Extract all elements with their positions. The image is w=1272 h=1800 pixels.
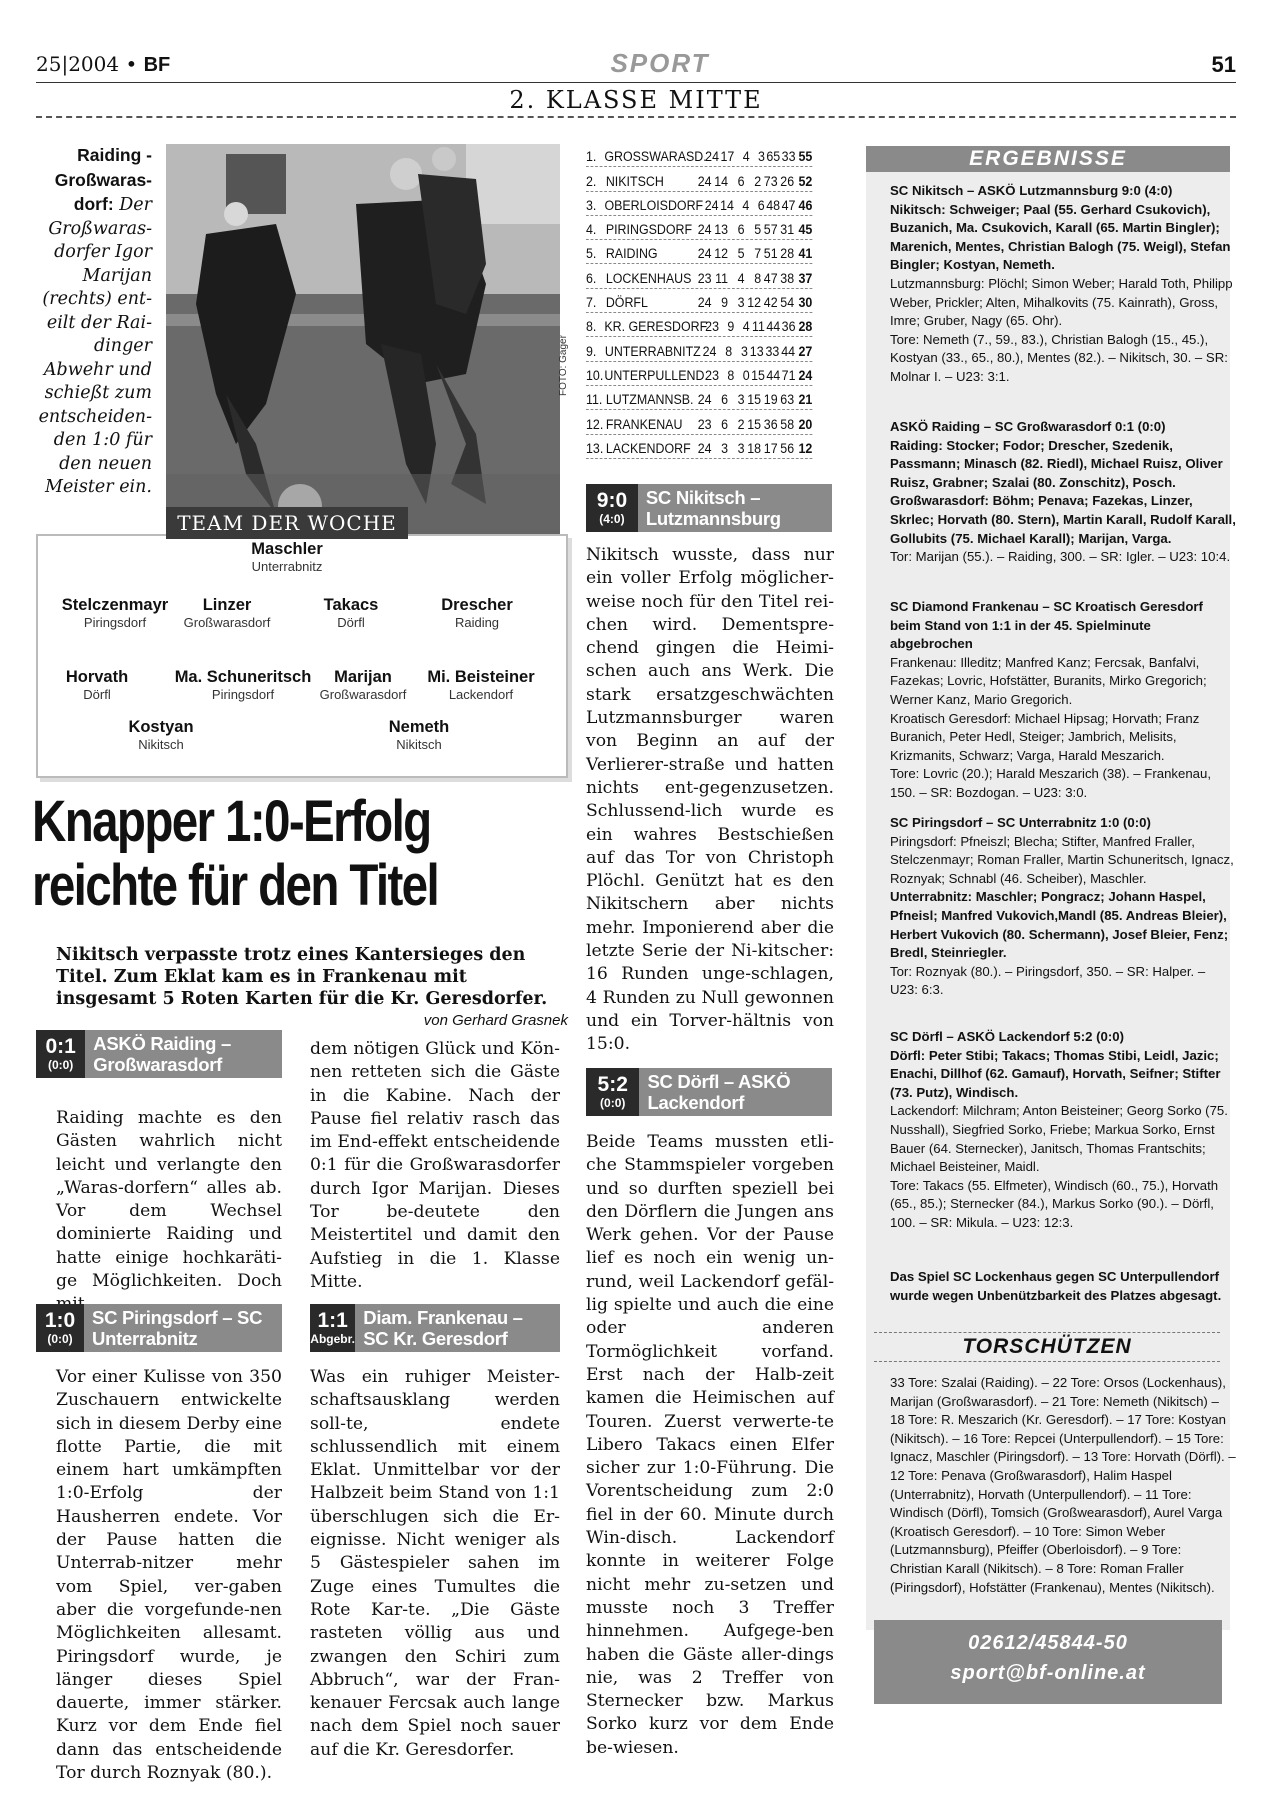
table-cell: 3	[737, 392, 745, 408]
table-team: UNTERRABNITZ	[604, 343, 701, 359]
table-cell: 14	[720, 197, 734, 213]
table-points: 30	[798, 295, 813, 311]
table-cell: 24	[697, 392, 712, 408]
result-title: ASKÖ Raiding – SC Großwarasdorf 0:1 (0:0)	[890, 419, 1166, 434]
result-lineup: Nikitsch: Schweiger; Paal (55. Gerhard Csukovich), Buzanich, Ma. Csukovich, Karall (65. Martin Bingler); Marenich, Mentes, Christian Balogh (75. Weigl), Stefan Bingler; Kostyan, Nemeth.	[890, 201, 1231, 273]
table-cell: 23	[705, 319, 720, 335]
table-row	[586, 362, 812, 386]
match-title: Diam. Frankenau – SC Kr. Geresdorf	[363, 1307, 523, 1349]
brand: BF	[143, 54, 171, 76]
article-text: Raiding machte es den Gästen wahrlich nicht leicht und verlangte den „Waras-dorfern“ alles ab. Vor dem Wechsel dominierte Raiding und hatte einige hochkaräti-ge Möglichkeiten. Doch	[56, 1108, 282, 1292]
table-points: 12	[798, 440, 813, 456]
table-points: 21	[798, 392, 813, 408]
table-cell: 51	[763, 246, 778, 262]
table-cell: 31	[780, 222, 795, 238]
table-cell: 2.	[586, 173, 597, 189]
header-rule	[36, 82, 1236, 83]
team-of-the-week-title: TEAM DER WOCHE	[166, 507, 408, 539]
result-block	[890, 182, 1236, 387]
match-banner	[586, 1068, 832, 1116]
table-team: NIKITSCH	[605, 173, 664, 189]
table-row	[586, 167, 812, 191]
table-cell: 12.	[586, 416, 604, 432]
article-text: Was ein ruhiger Meister-schaftsausklang werden soll-te, endete schlussendlich mit einem Eklat. Unmittelbar vor der Halbzeit beim Stand von 1:1 überschlugen sich die Er-eignisse. Nicht weniger als 5 Gästespieler sahen im Zuge eines Tumultes die Rote Kar-te. „Die Gäste rasteten völlig aus und zwangen den Schiri zum Abbruch“, war der Fran-kenauer Fercsak auch lange nach dem Spiel noch sauer auf die Kr. Geresdorfer.	[310, 1367, 560, 1760]
player-club: Großwarasdorf	[183, 615, 271, 630]
table-row	[586, 264, 812, 288]
table-cell: 9	[727, 319, 735, 335]
article-text: dem nötigen Glück und Kön-nen retteten sich die Gäste in die Kabine. Nach der Pause fiel relativ rasch das im End-effekt entscheidende 0:1 für die Großwarasdorfer durch Igor Marijan. Dieses Tor be-deutete den Meistertitel und damit den Aufstieg in die 1. Klasse Mitte.	[310, 1039, 560, 1292]
table-row	[586, 386, 812, 410]
result-title: SC Piringsdorf – SC Unterrabnitz 1:0 (0:0)	[890, 815, 1151, 830]
table-points: 52	[798, 173, 813, 189]
league-table	[586, 143, 832, 459]
player-card	[406, 668, 556, 702]
result-block	[890, 814, 1236, 1000]
match-banner	[310, 1304, 560, 1352]
headline	[32, 790, 475, 918]
table-points: 37	[798, 270, 813, 286]
photo-caption	[36, 144, 152, 500]
table-row	[586, 240, 812, 264]
table-team: FRANKENAU	[605, 416, 683, 432]
article-text: Beide Teams mussten etli-che Stammspieler vorgeben und so durften speziell bei den Dörflern die Jungen ans Werk gehen. Vor der Pause lief es noch ein wenig un-rund, weil Lackendorf gefäl-lig spielte und auch die eine oder anderen Tormöglichkeit vorfand. Erst nach der Halb-zeit kamen die Heimischen auf Touren. Zuerst verwerte-te Libero Takacs einen Elfer sicher zur 1:0-Führung. Die Vorentscheidung zum 2:0 fiel in der 60. Minute durch Win-disch. Lackendorf konnte in weiterer Folge nicht mehr zu-setzen und musste noch 3 Treffer hinnehmen. Aufgege-ben haben die Gäste aller-dings nie, was 2 Treffer von Sternecker bzw. Markus Sorko kurz vor dem Ende be-wiesen.	[586, 1132, 834, 1758]
table-team: OBERLOISDORF	[604, 197, 704, 213]
result-lineup: Kroatisch Geresdorf: Michael Hipsag; Horvath; Franz Buranich, Peter Hedl, Steiger; Jambrich, Melisits, Krizmanits, Schwarz; Varga, Harald Meszarich.	[890, 710, 1200, 763]
table-cell: 44	[766, 367, 781, 383]
result-lineup: Piringsdorf: Pfneiszl; Blecha; Stifter, Manfred Fraller, Stelczenmayr; Roman Fraller, Martin Schuneritsch, Ignacz, Roznyak; Schnabl (46. Scheiber), Maschler.	[890, 833, 1234, 886]
match-banner	[36, 1030, 282, 1078]
table-cell: 24	[697, 440, 712, 456]
table-cell: 9	[721, 295, 729, 311]
table-cell: 8	[725, 343, 733, 359]
author-byline: von Gerhard Grasnek	[423, 1012, 568, 1029]
table-cell: 26	[780, 173, 795, 189]
halftime-score: (0:0)	[47, 1058, 74, 1072]
player-club: Dörfl	[337, 615, 365, 630]
halftime-score: (0:0)	[600, 1096, 626, 1110]
scorers-title: TORSCHÜTZEN	[874, 1332, 1220, 1362]
table-cell: 58	[780, 416, 795, 432]
player-card	[402, 596, 552, 630]
player-club: Nikitsch	[396, 737, 442, 752]
scorers-list: 33 Tore: Szalai (Raiding). – 22 Tore: Orsos (Lockenhaus), Marijan (Großwarasdorf). – 21 Tore: Nemeth (Nikitsch) – 18 Tore: R. Meszarich (Kr. Geresdorf). – 17 Tore: Kostyan (Nikitsch). – 16 Tore: Repcei (Unterpullendorf). – 15 Tore: Ignacz, Maschler (Piringsdorf). – 13 Tore: Horvath (Dörfl). – 12 Tore: Penava (Großwarasdorf), Halim Haspel (Unterrabnitz), Horvath (Unterpullendorf). – 11 Tore: Windisch (Dörfl), Tomsich (Großwearasdorf), Aurel Varga (Kroatisch Geresdorf). – 10 Tore: Simon Weber (Lutzmannsburg), Pfeiffer (Oberloisdorf). – 9 Tore: Christian Karall (Nikitsch). – 8 Tore: Roman Fraller (Piringsdorf), Hofstätter (Frankenau), Mentes (Nikitsch).	[890, 1375, 1236, 1595]
match-title: SC Nikitsch – Lutzmannsburg	[645, 487, 781, 529]
player-name: Drescher	[441, 596, 513, 614]
player-club: Großwarasdorf	[319, 687, 407, 702]
result-goals: Tor: Roznyak (80.). – Piringsdorf, 350. – SR: Halper. – U23: 6:3.	[890, 963, 1206, 998]
table-cell: 6	[721, 416, 729, 432]
table-team: LACKENDORF	[605, 440, 691, 456]
halftime-score: (4:0)	[599, 512, 625, 526]
table-cell: 73	[763, 173, 778, 189]
result-block	[890, 598, 1236, 803]
result-lineup: Großwarasdorf: Böhm; Penava; Fazekas, Linzer, Skrlec; Horvath (80. Stern), Martin Karall, Rudolf Karall, Gollubits (75. Michael Karall); Marijan, Varga.	[890, 493, 1236, 546]
result-title: SC Nikitsch – ASKÖ Lutzmannsburg 9:0 (4:0)	[890, 183, 1173, 198]
lead-paragraph	[56, 944, 568, 1032]
table-cell: 33	[765, 343, 780, 359]
table-cell: 24	[705, 149, 720, 165]
section-name: SPORT	[610, 48, 710, 78]
match-title: SC Dörfl – ASKÖ Lackendorf	[647, 1071, 791, 1113]
player-card	[212, 540, 362, 574]
table-cell: 12	[714, 246, 729, 262]
table-points: 24	[798, 367, 813, 383]
table-cell: 13.	[586, 440, 604, 456]
result-lineup: Dörfl: Peter Stibi; Takacs; Thomas Stibi, Leidl, Jazic; Enachi, Dillhof (62. Gamauf), Horvath, Seifner; Stifter (73. Putz), Windisch.	[890, 1047, 1221, 1100]
table-cell: 47	[781, 197, 796, 213]
contact-phone: 02612/45844-50	[968, 1632, 1128, 1654]
player-name: Kostyan	[128, 718, 194, 736]
table-cell: 6	[737, 173, 745, 189]
table-cell: 3	[740, 343, 748, 359]
issue-info: 25|2004 • BF	[36, 52, 171, 76]
football-players-image	[166, 144, 560, 534]
result-goals: Tore: Lovric (20.); Harald Meszarich (38). – Frankenau, 150. – SR: Bozdogan. – U23: 3:0.	[890, 766, 1212, 800]
halftime-score: (0:0)	[47, 1332, 73, 1346]
article-text: Nikitsch wusste, dass nur ein voller Erfolg möglicher-weise noch für den Titel rei-chen wird. Dementspre-chend gingen die Heimi-schen auch ans Werk. Die stark ersatzgeschwächten Lutzmannsburger waren von Beginn an auf der Verlierer-straße und hatten nichts ent-gegenzusetzen. Schlussend-lich wurde es ein wahres Bestschießen auf das Tor von Christoph Plöchl. Genützt hat es den Nikitschern aber nichts mehr. Imponierend aber die letzte Serie der Ni-kitscher: 16 Runden unge-schlagen, 4 Runden zu Null gewonnen und ein Torver-hältnis von 15:0.	[586, 545, 834, 1055]
league-title: 2. KLASSE MITTE	[509, 86, 763, 114]
table-team: LOCKENHAUS	[605, 270, 692, 286]
table-cell: 23	[705, 367, 720, 383]
player-club: Piringsdorf	[83, 615, 147, 630]
player-card	[344, 718, 494, 752]
table-cell: 1.	[586, 149, 597, 165]
table-row	[586, 192, 812, 216]
result-lineup: Frankenau: Illeditz; Manfred Kanz; Fercsak, Banfalvi, Fazekas; Lovric, Hofstätter, Buranits, Mirko Gregorich; Werner Kanz, Mario Gregorich.	[890, 654, 1207, 707]
page-number: 51	[1211, 52, 1236, 77]
table-cell: 3	[737, 295, 745, 311]
caption-match: Raiding - Großwaras-dorf:	[54, 145, 152, 214]
table-cell: 3	[757, 149, 765, 165]
table-cell: 2	[754, 173, 762, 189]
table-cell: 8.	[586, 319, 597, 335]
player-club: Nikitsch	[138, 737, 184, 752]
table-cell: 6.	[586, 270, 597, 286]
table-cell: 33	[781, 149, 796, 165]
table-cell: 5.	[586, 246, 597, 262]
table-row	[586, 289, 812, 313]
table-cell: 36	[781, 319, 796, 335]
table-cell: 7.	[586, 295, 597, 311]
table-cell: 11	[715, 270, 729, 286]
table-points: 20	[798, 416, 813, 432]
table-cell: 48	[766, 197, 781, 213]
table-cell: 11	[752, 319, 765, 335]
table-team: KR. GERESDORF	[604, 319, 708, 335]
table-cell: 6	[737, 222, 745, 238]
table-cell: 0	[742, 367, 750, 383]
player-club: Piringsdorf	[211, 687, 275, 702]
headline-line-1: Knapper 1:0-Erfolg	[32, 789, 431, 854]
match-title: SC Piringsdorf – SC Unterrabnitz	[92, 1307, 263, 1349]
results-title: ERGEBNISSE	[866, 146, 1230, 172]
match-photo	[166, 144, 560, 534]
player-name: Stelczenmayr	[61, 596, 169, 614]
table-team: RAIDING	[605, 246, 658, 262]
table-cell: 54	[780, 295, 795, 311]
table-cell: 4	[742, 197, 750, 213]
table-team: DÖRFL	[605, 295, 648, 311]
table-cell: 24	[697, 222, 712, 238]
match-score: 5:2	[597, 1073, 628, 1096]
table-cell: 47	[763, 270, 778, 286]
table-points: 28	[798, 319, 813, 335]
article-text: Vor einer Kulisse von 350 Zuschauern entwickelte sich in diesem Derby eine flotte Partie, die mit einem hart umkämpften 1:0-Erfolg der Hausherren endete. Vor der Pause hatten die Unterrab-nitzer mehr vom Spiel, ver-gaben aber die vorgefunde-nen Möglichkeiten allesamt. Piringsdorf wurde, je länger dieses Spiel dauerte, immer stärker. Kurz vor dem Ende fiel dann das entscheidende Tor durch Roznyak (80.).	[56, 1367, 282, 1784]
table-cell: 24	[702, 343, 717, 359]
table-points: 46	[798, 197, 813, 213]
table-cell: 38	[780, 270, 795, 286]
result-goals: Tor: Marijan (55.). – Raiding, 300. – SR: Igler. – U23: 10:4.	[890, 549, 1231, 565]
result-lineup: Raiding: Stocker; Fodor; Drescher, Szedenik, Passmann; Minasch (82. Riedl), Michael Ruisz, Oliver Ruisz, Grabner; Szalai (80. Zonschitz), Posch.	[890, 437, 1223, 490]
match-score: 9:0	[596, 489, 628, 512]
table-cell: 6	[721, 392, 729, 408]
result-lineup: Lutzmannsburg: Plöchl; Simon Weber; Harald Toth, Philipp Weber, Prickler; Alten, Mihalkovits (75. Kainrath), Gross, Imre; Gruber, Nagy (65. Ohr).	[890, 275, 1233, 329]
headline-line-2: reichte für den Titel	[32, 853, 439, 918]
table-points: 55	[798, 149, 813, 165]
match-score: 1:0	[44, 1309, 76, 1332]
player-name: Takacs	[323, 596, 379, 614]
result-title: SC Diamond Frankenau – SC Kroatisch Geresdorf beim Stand von 1:1 in der 45. Spielminute abgebrochen	[890, 599, 1203, 652]
result-goals: Tore: Takacs (55. Elfmeter), Windisch (60., 75.), Horvath (65., 85.); Sternecker (84.), Markus Sorko (90.). – Dörfl, 100. – SR: Mikula. – U23: 12:3.	[890, 1177, 1219, 1230]
table-cell: 24	[697, 246, 712, 262]
table-row	[586, 313, 812, 337]
player-club: Lackendorf	[448, 687, 514, 702]
table-cell: 18	[747, 440, 762, 456]
table-cell: 3	[737, 440, 745, 456]
table-cell: 71	[781, 367, 796, 383]
table-points: 41	[798, 246, 813, 262]
match-score: 0:1	[45, 1035, 76, 1058]
player-name: Mi. Beisteiner	[427, 668, 535, 686]
table-cell: 23	[697, 270, 712, 286]
table-cell: 56	[780, 440, 795, 456]
player-club: Unterrabnitz	[251, 559, 323, 574]
table-cell: 24	[697, 295, 712, 311]
table-team: GROSSWARASD.	[604, 149, 707, 165]
table-row	[586, 435, 812, 459]
player-name: Nemeth	[388, 718, 450, 736]
contact-box	[874, 1620, 1222, 1704]
table-cell: 24	[704, 197, 719, 213]
player-card	[22, 668, 172, 702]
table-cell: 17	[763, 440, 778, 456]
result-goals: Tore: Nemeth (7., 59., 83.), Christian Balogh (15., 45.), Kostyan (33., 65., 80.), Mentes (82.). – Nikitsch, 30. – SR: Molnar I. – U23: 3:1.	[890, 331, 1228, 384]
table-points: 45	[798, 222, 813, 238]
contact-email[interactable]: sport@bf-online.at	[950, 1662, 1146, 1684]
match-score: 1:1	[317, 1309, 348, 1332]
result-lineup: Unterrabnitz: Maschler; Pongracz; Johann Haspel, Pfneisl; Manfred Vukovich,Mandl (85. Andreas Bleier), Herbert Vukovich (80. Schermann), Josef Bleier, Fenz; Bredl, Steinriegler.	[890, 889, 1229, 961]
table-cell: 57	[763, 222, 778, 238]
table-cell: 65	[766, 149, 781, 165]
player-name: Horvath	[65, 668, 129, 686]
table-team: UNTERPULLEND.	[604, 367, 708, 383]
result-block	[890, 418, 1236, 567]
table-cell: 17	[720, 149, 735, 165]
table-cell: 12	[747, 295, 762, 311]
table-cell: 44	[781, 343, 796, 359]
table-cell: 14	[714, 173, 729, 189]
player-name: Maschler	[251, 540, 323, 558]
table-cell: 28	[780, 246, 795, 262]
table-cell: 5	[737, 246, 745, 262]
table-cell: 7	[754, 246, 762, 262]
player-club: Raiding	[454, 615, 500, 630]
halftime-score: Abgebr.	[310, 1332, 355, 1346]
table-cell: 36	[763, 416, 778, 432]
table-cell: 9.	[586, 343, 597, 359]
player-name: Marijan	[334, 668, 392, 686]
photo-credit: FOTO: Gager	[558, 335, 569, 396]
table-row	[586, 216, 812, 240]
result-block	[890, 1028, 1236, 1233]
table-points: 27	[798, 343, 813, 359]
table-row	[586, 337, 812, 361]
table-cell: 13	[749, 343, 764, 359]
player-club: Dörfl	[83, 687, 111, 702]
caption-text: Der Großwaras-dorfer Igor Marijan (rechts) ent-eilt der Rai-dinger Abwehr und schießt zum entscheiden-den 1:0 für den neuen Meister ein.	[38, 195, 152, 497]
match-title: ASKÖ Raiding – Großwarasdorf	[93, 1033, 231, 1075]
table-row	[586, 410, 812, 434]
table-cell: 15	[747, 392, 762, 408]
table-cell: 23	[697, 416, 712, 432]
result-note: Das Spiel SC Lockenhaus gegen SC Unterpullendorf wurde wegen Unbenützbarkeit des Platzes abgesagt.	[890, 1269, 1222, 1303]
match-banner	[586, 484, 832, 532]
table-cell: 24	[697, 173, 712, 189]
table-cell: 6	[757, 197, 765, 213]
result-title: SC Dörfl – ASKÖ Lackendorf 5:2 (0:0)	[890, 1029, 1125, 1044]
table-cell: 4	[737, 270, 745, 286]
table-cell: 42	[763, 295, 778, 311]
player-card	[86, 718, 236, 752]
table-cell: 8	[727, 367, 735, 383]
issue-number: 25|2004	[36, 52, 120, 76]
table-cell: 15	[747, 416, 762, 432]
table-row	[586, 143, 812, 167]
table-cell: 2	[737, 416, 745, 432]
table-cell: 4.	[586, 222, 597, 238]
match-banner	[36, 1304, 282, 1352]
table-cell: 8	[754, 270, 762, 286]
table-cell: 44	[766, 319, 781, 335]
table-cell: 11.	[586, 392, 603, 408]
header-divider	[36, 116, 1236, 118]
player-name: Ma. Schuneritsch	[174, 668, 312, 686]
table-cell: 5	[754, 222, 762, 238]
table-cell: 3	[721, 440, 729, 456]
table-cell: 15	[751, 367, 765, 383]
table-cell: 19	[763, 392, 778, 408]
table-team: PIRINGSDORF	[605, 222, 693, 238]
table-cell: 63	[780, 392, 795, 408]
lead-text: Nikitsch verpasste trotz eines Kantersieges den Titel. Zum Eklat kam es in Frankenau mit insgesamt 5 Roten Karten für die Kr. Geresdorfer.	[56, 945, 548, 1009]
table-cell: 13	[714, 222, 729, 238]
table-cell: 10.	[586, 367, 604, 383]
table-cell: 4	[742, 149, 750, 165]
player-name: Linzer	[202, 596, 252, 614]
table-cell: 3.	[586, 197, 597, 213]
result-lineup: Lackendorf: Milchram; Anton Beisteiner; Georg Sorko (75. Nusshall), Siegfried Sorko, Friebe; Markua Sorko, Ernst Bauer (64. Sternecker), Janitsch, Thomas Frantschits; Michael Beisteiner, Maidl.	[890, 1103, 1228, 1175]
table-team: LUTZMANNSB.	[605, 392, 694, 408]
table-cell: 4	[742, 319, 750, 335]
